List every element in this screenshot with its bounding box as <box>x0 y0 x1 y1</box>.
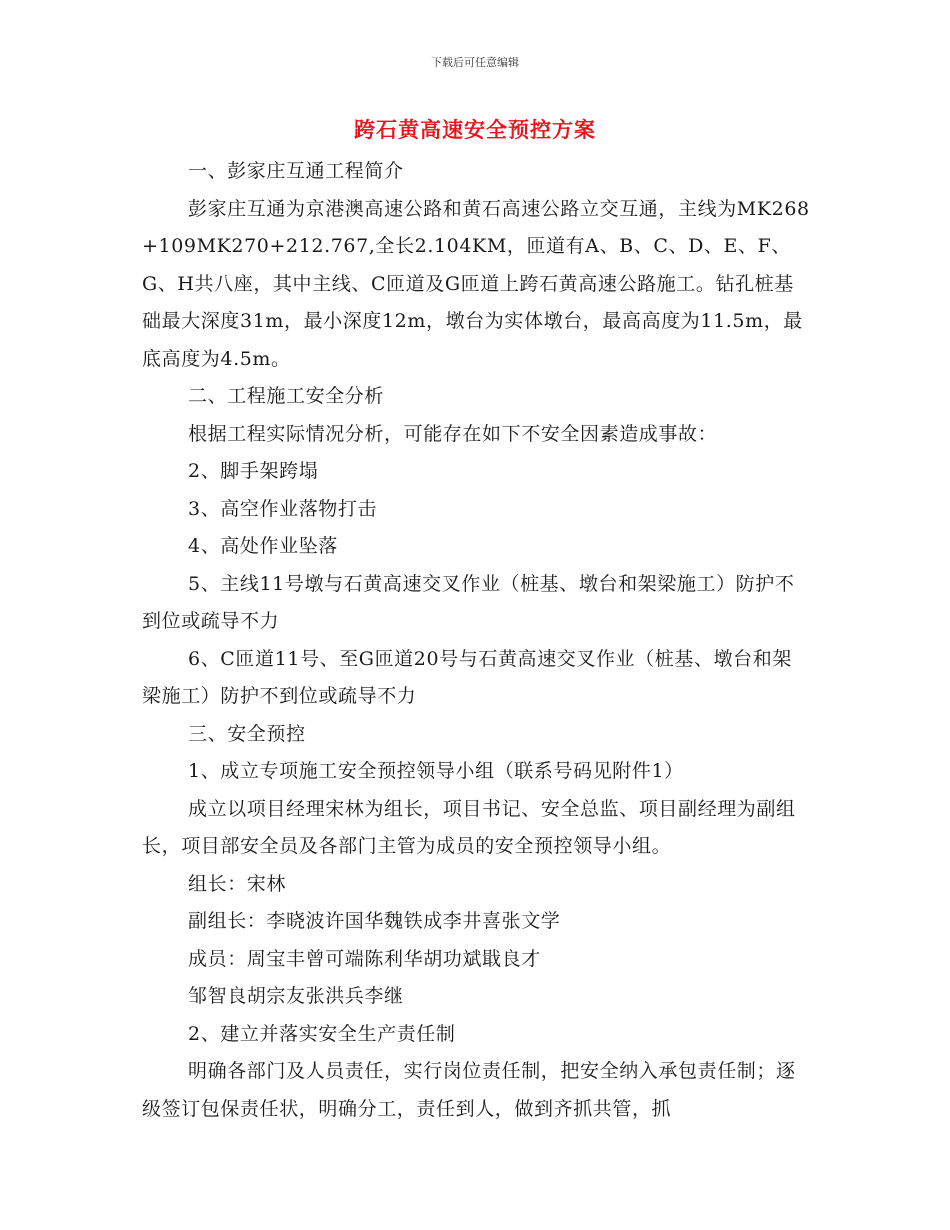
section-heading-3: 三、安全预控 <box>188 722 306 745</box>
list-item-risk-5: 5、主线11号墩与石黄高速交叉作业（桩基、墩台和架梁施工）防护不到位或疏导不力 <box>142 572 795 632</box>
document-title: 跨石黄高速安全预控方案 <box>354 118 596 142</box>
header-note: 下载后可任意编辑 <box>431 56 519 69</box>
section-heading-1: 一、彭家庄互通工程简介 <box>188 160 404 182</box>
list-item-risk-3: 3、高空作业落物打击 <box>188 497 378 520</box>
team-members: 成员：周宝丰曾可端陈利华胡功斌戢良才 <box>188 947 541 970</box>
list-item-risk-2: 2、脚手架跨塌 <box>188 460 319 482</box>
section-heading-2: 二、工程施工安全分析 <box>188 385 385 407</box>
paragraph-analysis-intro: 根据工程实际情况分析，可能存在如下不安全因素造成事故： <box>188 422 718 445</box>
subsection-heading-2: 2、建立并落实安全生产责任制 <box>188 1022 456 1045</box>
paragraph-team-setup: 成立以项目经理宋林为组长，项目书记、安全总监、项目副经理为副组长，项目部安全员及各部门主管为成员的安全预控领导小组。 <box>142 797 796 857</box>
subsection-heading-1: 1、成立专项施工安全预控领导小组（联系号码见附件1） <box>188 760 684 782</box>
paragraph-overview: 彭家庄互通为京港澳高速公路和黄石高速公路立交互通，主线为MK268+109MK270+212.767,全长2.104KM，匝道有A、B、C、D、E、F、G、H共八座，其中主线、C匝道及G匝道上跨石黄高速公路施工。钻孔桩基础最大深度31m，最小深度12m，墩台为实体墩台，最高高度为11.5m，最底高度为4.5m。 <box>142 197 810 370</box>
list-item-risk-4: 4、高处作业坠落 <box>188 535 338 557</box>
team-members-continued: 邹智良胡宗友张洪兵李继 <box>188 985 404 1007</box>
document-body <box>142 153 810 1128</box>
team-deputy-leaders: 副组长：李晓波许国华魏铁成李井喜张文学 <box>188 910 561 932</box>
team-leader: 组长：宋林 <box>188 872 287 895</box>
paragraph-responsibility: 明确各部门及人员责任，实行岗位责任制，把安全纳入承包责任制；逐级签订包保责任状，明确分工，责任到人，做到齐抓共管，抓 <box>142 1060 796 1120</box>
list-item-risk-6: 6、C匝道11号、至G匝道20号与石黄高速交叉作业（桩基、墩台和架梁施工）防护不到位或疏导不力 <box>142 647 792 707</box>
